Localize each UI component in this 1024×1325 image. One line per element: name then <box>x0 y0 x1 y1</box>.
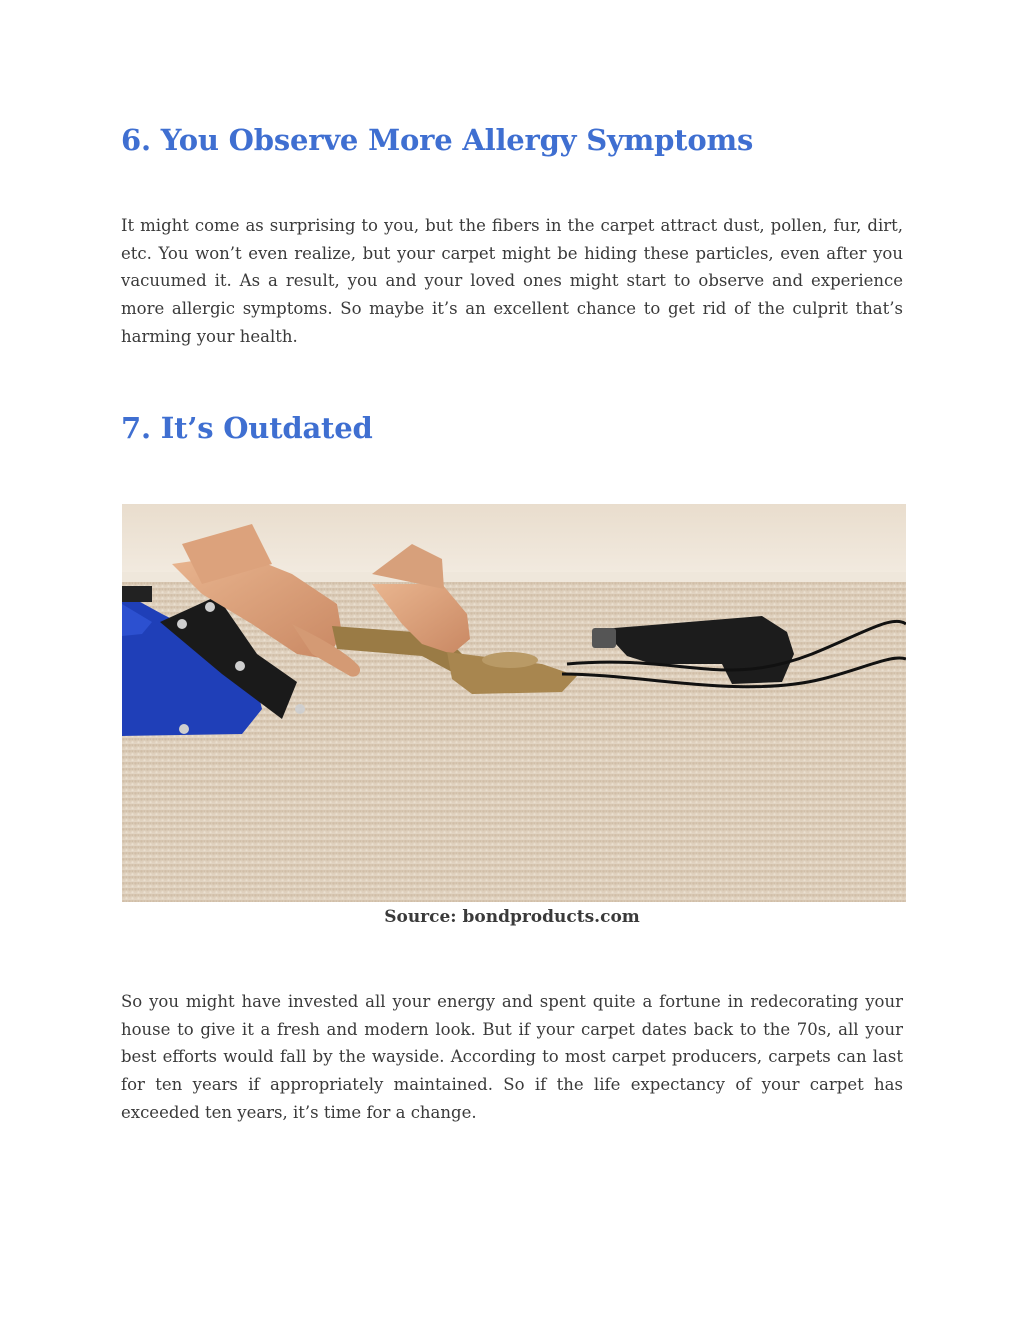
section-7-heading: 7. It’s Outdated <box>121 411 373 445</box>
section-6-body: It might come as surprising to you, but the fibers in the carpet attract dust, pollen, fur, dirt, etc. You won’t even realize, but your carpet might be hiding these particles, even after you vacuumed it. As a result, you and your loved ones might start to observe and experience more allergic symptoms. So maybe it’s an excellent chance to get rid of the culprit that’s harming your health. <box>121 216 903 346</box>
carpet-installation-photo <box>122 504 906 902</box>
section-6-heading: 6. You Observe More Allergy Symptoms <box>121 123 754 157</box>
image-caption: Source: bondproducts.com <box>384 907 640 927</box>
section-7-body: So you might have invested all your energy and spent quite a fortune in redecorating your house to give it a fresh and modern look. But if your carpet dates back to the 70s, all your best efforts would fall by the wayside. According to most carpet producers, carpets can last for ten years if appropriately maintained. So if the life expectancy of your carpet has exceeded ten years, it’s time for a change. <box>121 992 903 1122</box>
